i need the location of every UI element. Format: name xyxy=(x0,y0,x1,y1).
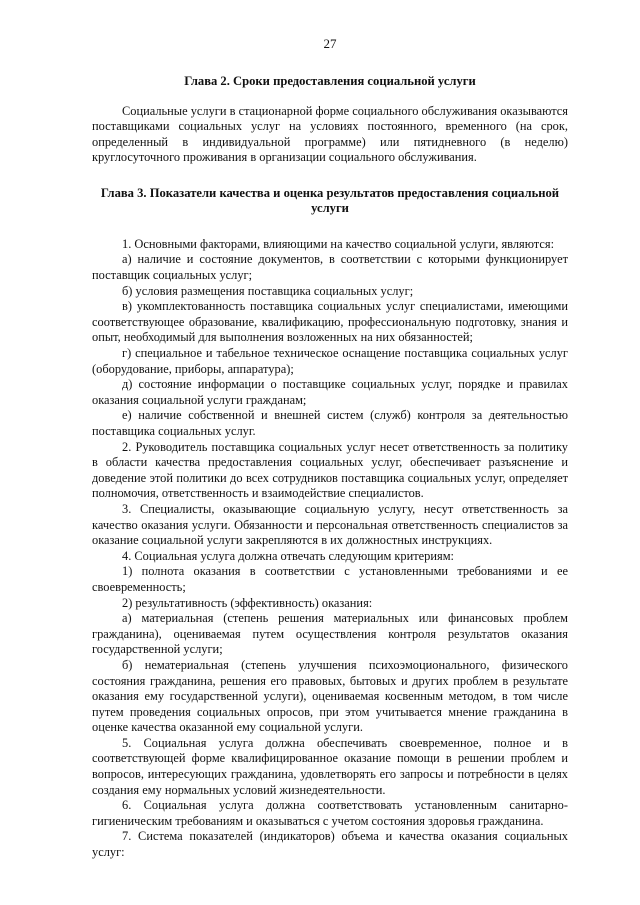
page-number: 27 xyxy=(323,36,337,51)
chapter-3-body xyxy=(92,237,568,861)
chapter-3-paragraph: а) наличие и состояние документов, в соответствии с которыми функционирует поставщик социальных услуг; xyxy=(92,252,568,283)
chapter-3-paragraph: 5. Социальная услуга должна обеспечивать своевременное, полное и в соответствующей форме квалифицированное оказание помощи в решении проблем и вопросов, интересующих гражданина, удовлетворять его запросы и потребности в целях создания ему нормальных условий жизнедеятельности. xyxy=(92,735,568,797)
chapter-3-paragraph: 3. Специалисты, оказывающие социальную услугу, несут ответственность за качество оказания услуги. Обязанности и персональная ответственность специалистов за оказание социальной услуги закрепляются в их должностных инструкциях. xyxy=(92,501,568,548)
chapter-3-heading: Глава 3. Показатели качества и оценка результатов предоставления социальной услуги xyxy=(100,185,560,216)
chapter-3-paragraph: г) специальное и табельное техническое оснащение поставщика социальных услуг (оборудование, приборы, аппаратура); xyxy=(92,346,568,376)
document-page xyxy=(92,36,568,861)
chapter-2-paragraph: Социальные услуги в стационарной форме социального обслуживания оказываются поставщиками социальных услуг на условиях постоянного, временного (на срок, определенный в индивидуальной программе) или пятидневного (в неделю) круглосуточного проживания в организации социального обслуживания. xyxy=(92,103,568,165)
chapter-3-paragraph: 4. Социальная услуга должна отвечать следующим критериям: xyxy=(122,548,454,563)
chapter-3-paragraph: 1) полнота оказания в соответствии с установленными требованиями и ее своевременность; xyxy=(92,564,568,594)
chapter-3-paragraph: 2) результативность (эффективность) оказания: xyxy=(122,595,373,610)
chapter-3-paragraph: е) наличие собственной и внешней систем (служб) контроля за деятельностью поставщика социальных услуг. xyxy=(92,408,568,438)
chapter-3-paragraph: 6. Социальная услуга должна соответствовать установленным санитарно-гигиеническим требованиям и оказываться с учетом состояния здоровья гражданина. xyxy=(92,798,568,828)
chapter-3-paragraph: б) нематериальная (степень улучшения психоэмоционального, физического состояния гражданина, решения его правовых, бытовых и других проблем в результате оказания ему государственной услуги), оцениваемая косвенным методом, в том числе путем проведения социальных опросов, при этом учитывается мнение гражданина в оценке качества оказанной ему социальной услуги. xyxy=(92,657,568,735)
chapter-3-paragraph: 7. Система показателей (индикаторов) объема и качества оказания социальных услуг: xyxy=(92,829,568,860)
chapter-3-paragraph: а) материальная (степень решения материальных или финансовых проблем гражданина), оцениваемая путем осуществления контроля результатов оказания государственной услуги; xyxy=(92,611,568,657)
chapter-3-paragraph: д) состояние информации о поставщике социальных услуг, порядке и правилах оказания социальной услуги гражданам; xyxy=(92,377,568,407)
chapter-3-paragraph: 1. Основными факторами, влияющими на качество социальной услуги, являются: xyxy=(122,236,555,251)
chapter-3-paragraph: б) условия размещения поставщика социальных услуг; xyxy=(122,283,414,298)
chapter-2-heading: Глава 2. Сроки предоставления социальной услуги xyxy=(184,74,476,88)
chapter-3-paragraph: в) укомплектованность поставщика социальных услуг специалистами, имеющими соответствующее образование, квалификацию, профессиональную подготовку, знания и опыт, необходимый для выполнения возложенных на них обязанностей; xyxy=(92,299,568,345)
chapter-3-paragraph: 2. Руководитель поставщика социальных услуг несет ответственность за политику в области качества предоставления социальных услуг, обеспечивает разъяснение и доведение этой политики до всех сотрудников поставщика социальных услуг, определяет полномочия, ответственность и взаимодействие специалистов. xyxy=(92,439,568,501)
chapter-2-body xyxy=(92,104,568,166)
